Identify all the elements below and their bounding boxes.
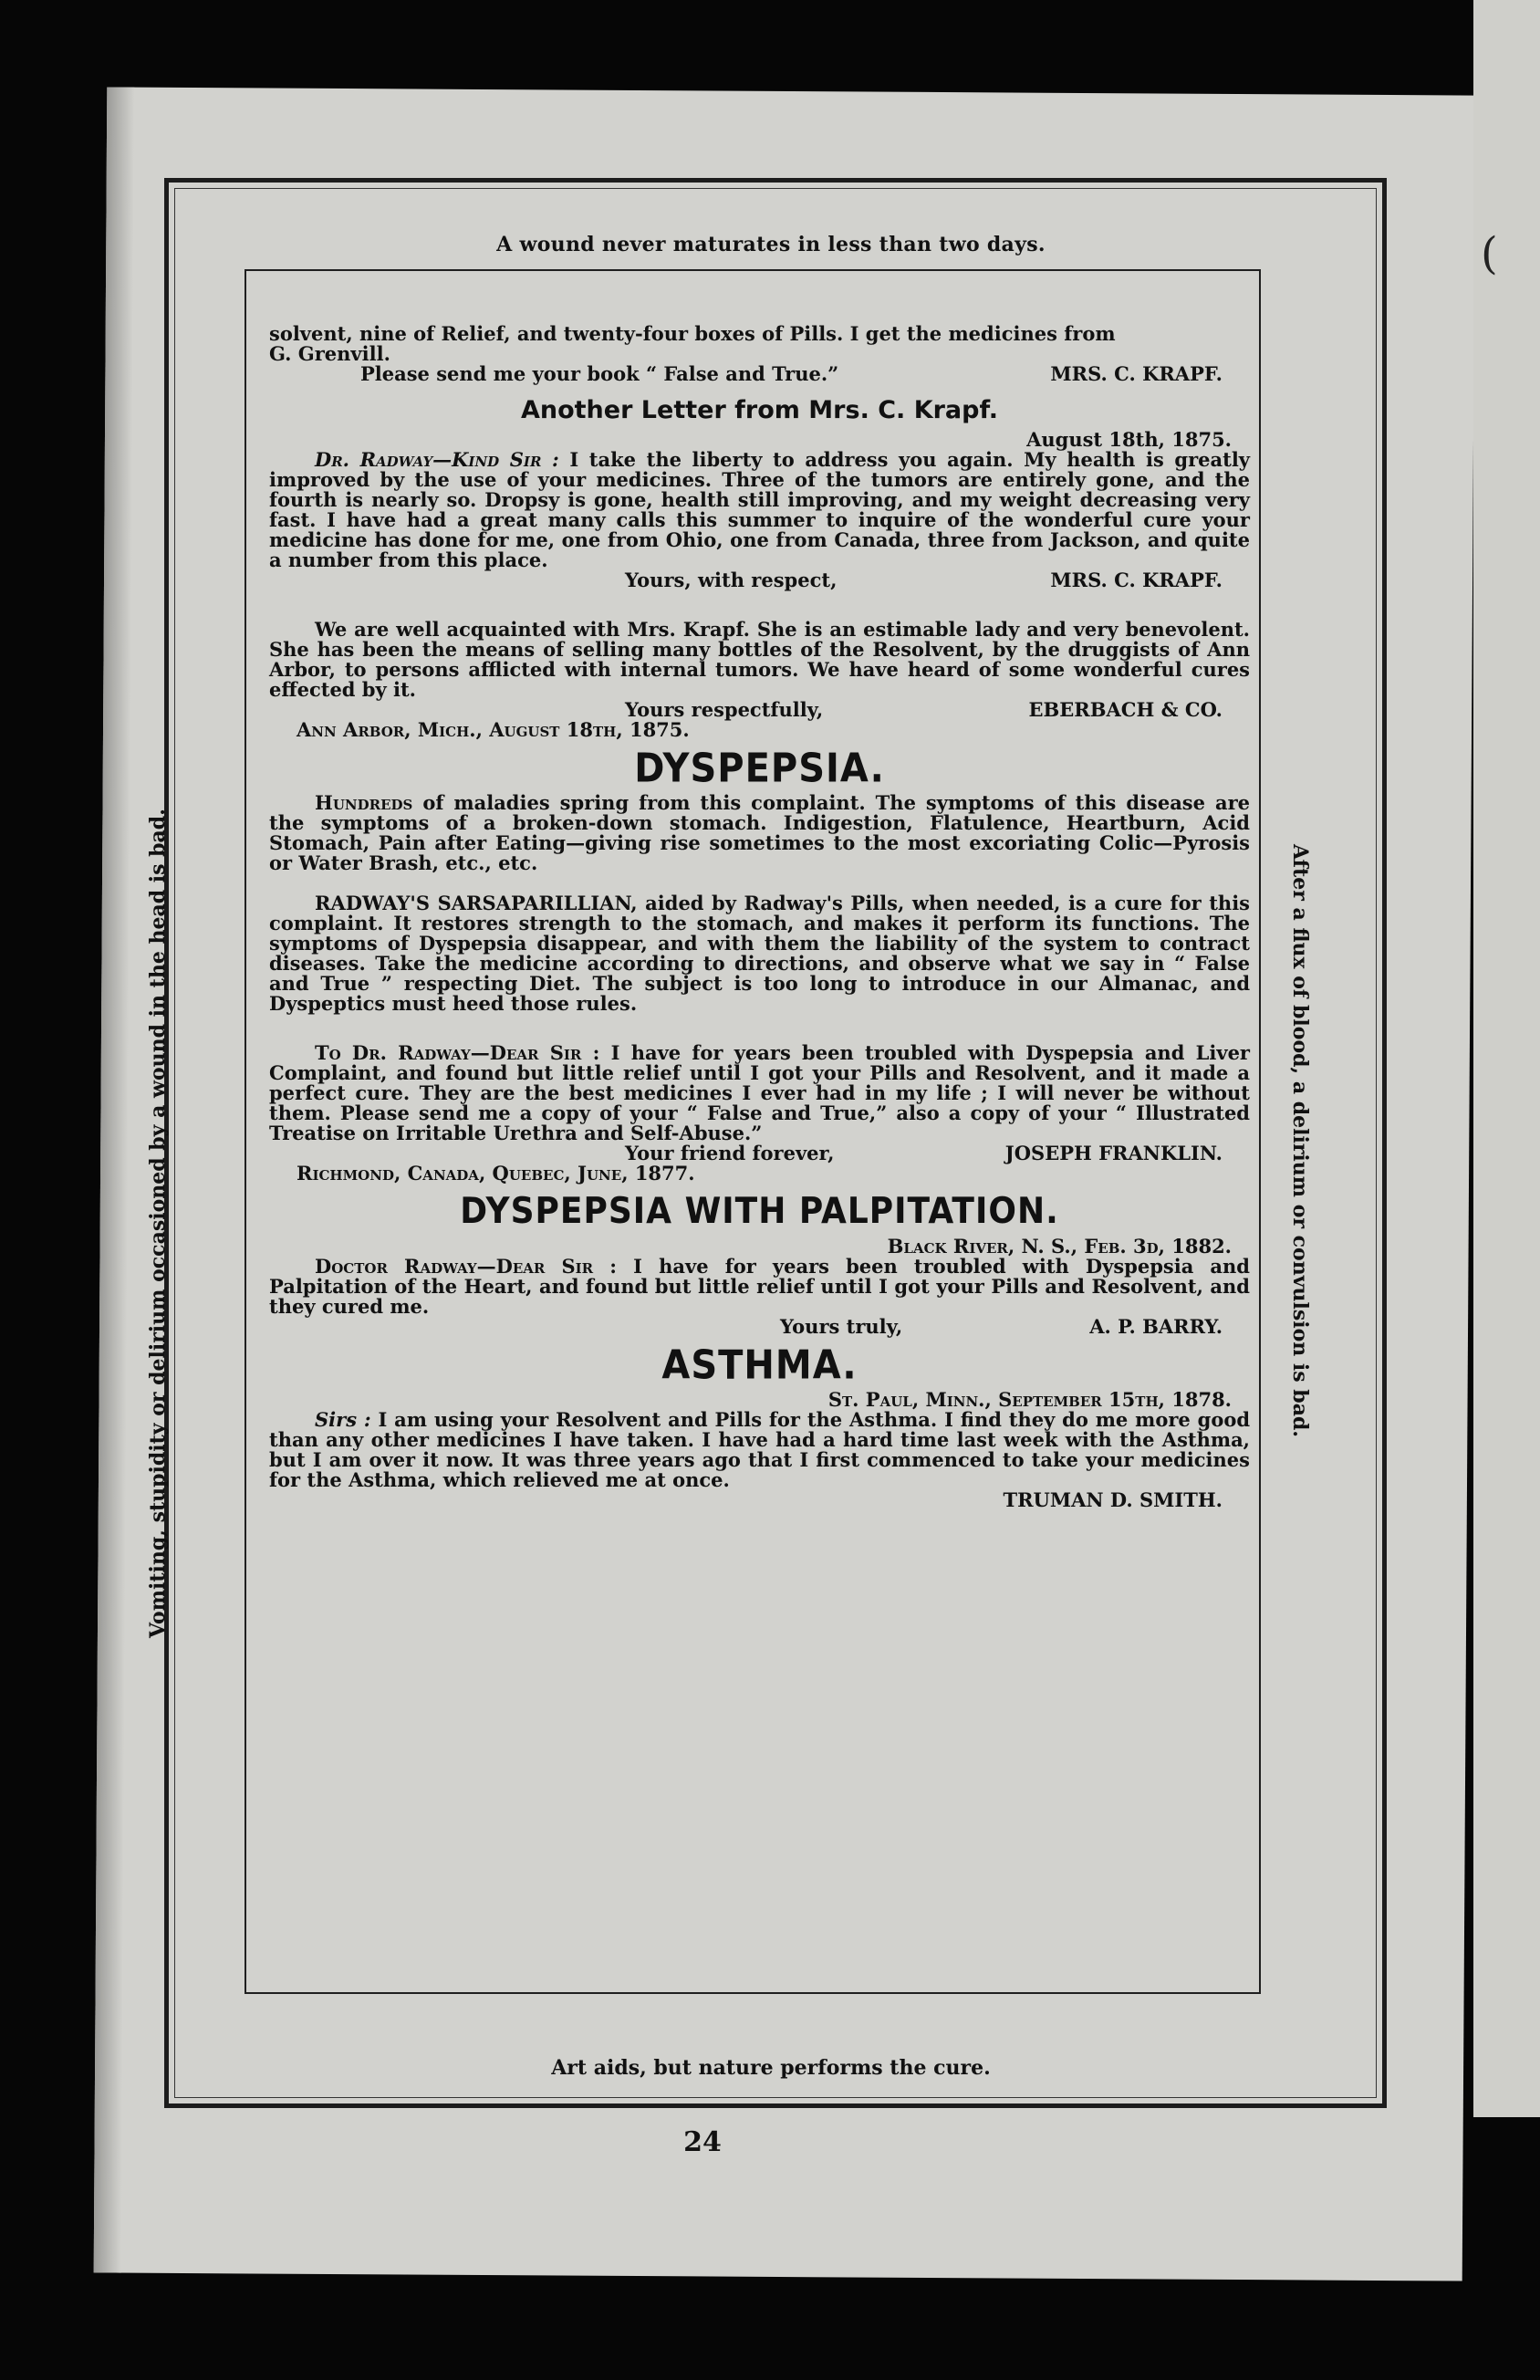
signature-row <box>269 570 1250 590</box>
eberbach-endorsement <box>269 620 1250 740</box>
signature-row <box>269 364 1250 384</box>
request-line: Please send me your book “ False and True.” <box>360 362 839 385</box>
section-heading: DYSPEPSIA WITH PALPITATION. <box>460 1190 1059 1232</box>
section-heading: ASTHMA. <box>661 1341 858 1389</box>
left-margin-maxim: Vomiting, stupidity or delirium occasioned by a wound in the head is bad. <box>146 809 170 1638</box>
section-heading: DYSPEPSIA. <box>634 745 885 792</box>
signature: TRUMAN D. SMITH. <box>1003 1488 1223 1511</box>
closing: Yours truly, <box>780 1315 903 1338</box>
franklin-letter <box>269 1043 1250 1184</box>
signature-row <box>269 700 1250 720</box>
section-heading: Another Letter from Mrs. C. Krapf. <box>520 396 999 424</box>
signature-row <box>269 1317 1250 1337</box>
facing-page-glyph: ( <box>1481 228 1498 279</box>
header-motto: A wound never maturates in less than two days. <box>496 233 1046 256</box>
dyspepsia-section <box>269 793 1250 1014</box>
paragraph-text: of maladies spring from this complaint. The symptoms of this disease are the symptoms of a broken-down stomach. Indigestion, Flatulence, Heartburn, Acid Stomach, Pain after Eating—giving rise sometimes to the most excoriating Colic—Pyrosis or Water Brash, etc., etc. <box>269 791 1250 874</box>
lead-word: Hundreds <box>315 791 413 814</box>
place-date: Ann Arbor, Mich., August 18th, 1875. <box>297 718 690 741</box>
letter-body <box>269 1410 1250 1490</box>
body-text: I take the liberty to address you again. My health is greatly improved by the use of your medicines. Three of the tumors are entirely gone, and the fourth is nearly so. Dropsy is gone, health still improving, and my weight decreasing very fast. I have had a great many calls this summer to inquire of the wonderful cure your medicine has done for me, one from Ohio, one from Canada, three from Jackson, and quite a number from this place. <box>269 448 1251 571</box>
paragraph <box>269 793 1250 873</box>
body-text: I have for years been troubled with Dyspepsia and Palpitation of the Heart, and found but little relief until I got your Pills and Resolvent, and they cured me. <box>269 1255 1250 1318</box>
paragraph: RADWAY'S SARSAPARILLIAN, aided by Radway's Pills, when needed, is a cure for this complaint. It restores strength to the stomach, and makes it perform its functions. The symptoms of Dyspepsia disappear, and with them the liability of the system to contract diseases. Take the medicine according to directions, and observe what we say in “ False and True ” respecting Diet. The subject is too long to introduce in our Almanac, and Dyspeptics must heed those rules. <box>269 892 1250 1015</box>
salutation: Sirs : <box>315 1408 371 1431</box>
page-number: 24 <box>683 2126 722 2158</box>
page-content <box>269 324 1250 1510</box>
text-line: G. Grenvill. <box>269 342 390 365</box>
closing: Your friend forever, <box>625 1142 835 1164</box>
footer-motto: Art aids, but nature performs the cure. <box>551 2056 991 2080</box>
body-text: I have for years been troubled with Dyspepsia and Liver Complaint, and found but little relief until I got your Pills and Resolvent, and it made a perfect cure. They are the best medicines I ever had in my life ; I will never be without them. Please send me a copy of your “ False and True,” also a copy of your “ Illustrated Treatise on Irritable Urethra and Self-Abuse.” <box>269 1041 1250 1144</box>
signature-row <box>269 1143 1250 1164</box>
salutation: Doctor Radway—Dear Sir : <box>315 1255 618 1278</box>
closing: Yours respectfully, <box>625 698 824 721</box>
signature: JOSEPH FRANKLIN. <box>1004 1142 1223 1164</box>
krapf-letter-continued <box>269 324 1250 384</box>
signature: MRS. C. KRAPF. <box>1050 362 1223 385</box>
closing: Yours, with respect, <box>625 569 838 591</box>
salutation: To Dr. Radway—Dear Sir : <box>315 1041 600 1064</box>
barry-letter <box>269 1237 1250 1337</box>
body-text: I am using your Resolvent and Pills for the Asthma. I find they do me more good than any other medicines I have taken. I have had a hard time last week with the Asthma, but I am over it now. It was three years ago that I first commenced to take your medicines for the Asthma, which relieved me at once. <box>269 1408 1251 1491</box>
letter-body <box>269 450 1250 570</box>
letter-date: August 18th, 1875. <box>1026 428 1232 451</box>
endorsement-body: We are well acquainted with Mrs. Krapf. She is an estimable lady and very benevolent. She has been the means of selling many bottles of the Resolvent, by the druggists of Ann Arbor, to persons afflicted with internal tumors. We have heard of some wonderful cures effected by it. <box>269 618 1250 701</box>
facing-page-edge <box>1473 0 1540 2117</box>
letter-body <box>269 1257 1250 1317</box>
place-date: St. Paul, Minn., September 15th, 1878. <box>827 1388 1232 1411</box>
place-date: Black River, N. S., Feb. 3d, 1882. <box>887 1235 1232 1258</box>
page-gutter-shadow <box>94 87 135 2272</box>
letter-body <box>269 1043 1250 1143</box>
krapf-second-letter <box>269 430 1250 590</box>
signature: EBERBACH & CO. <box>1028 698 1223 721</box>
text-line: solvent, nine of Relief, and twenty-four boxes of Pills. I get the medicines from <box>269 322 1116 345</box>
right-margin-maxim: After a flux of blood, a delirium or convulsion is bad. <box>1288 844 1312 1437</box>
place-date: Richmond, Canada, Quebec, June, 1877. <box>297 1162 695 1185</box>
smith-letter <box>269 1390 1250 1510</box>
signature: A. P. BARRY. <box>1089 1315 1223 1338</box>
signature: MRS. C. KRAPF. <box>1050 569 1223 591</box>
salutation: Dr. Radway—Kind Sir : <box>315 448 559 471</box>
